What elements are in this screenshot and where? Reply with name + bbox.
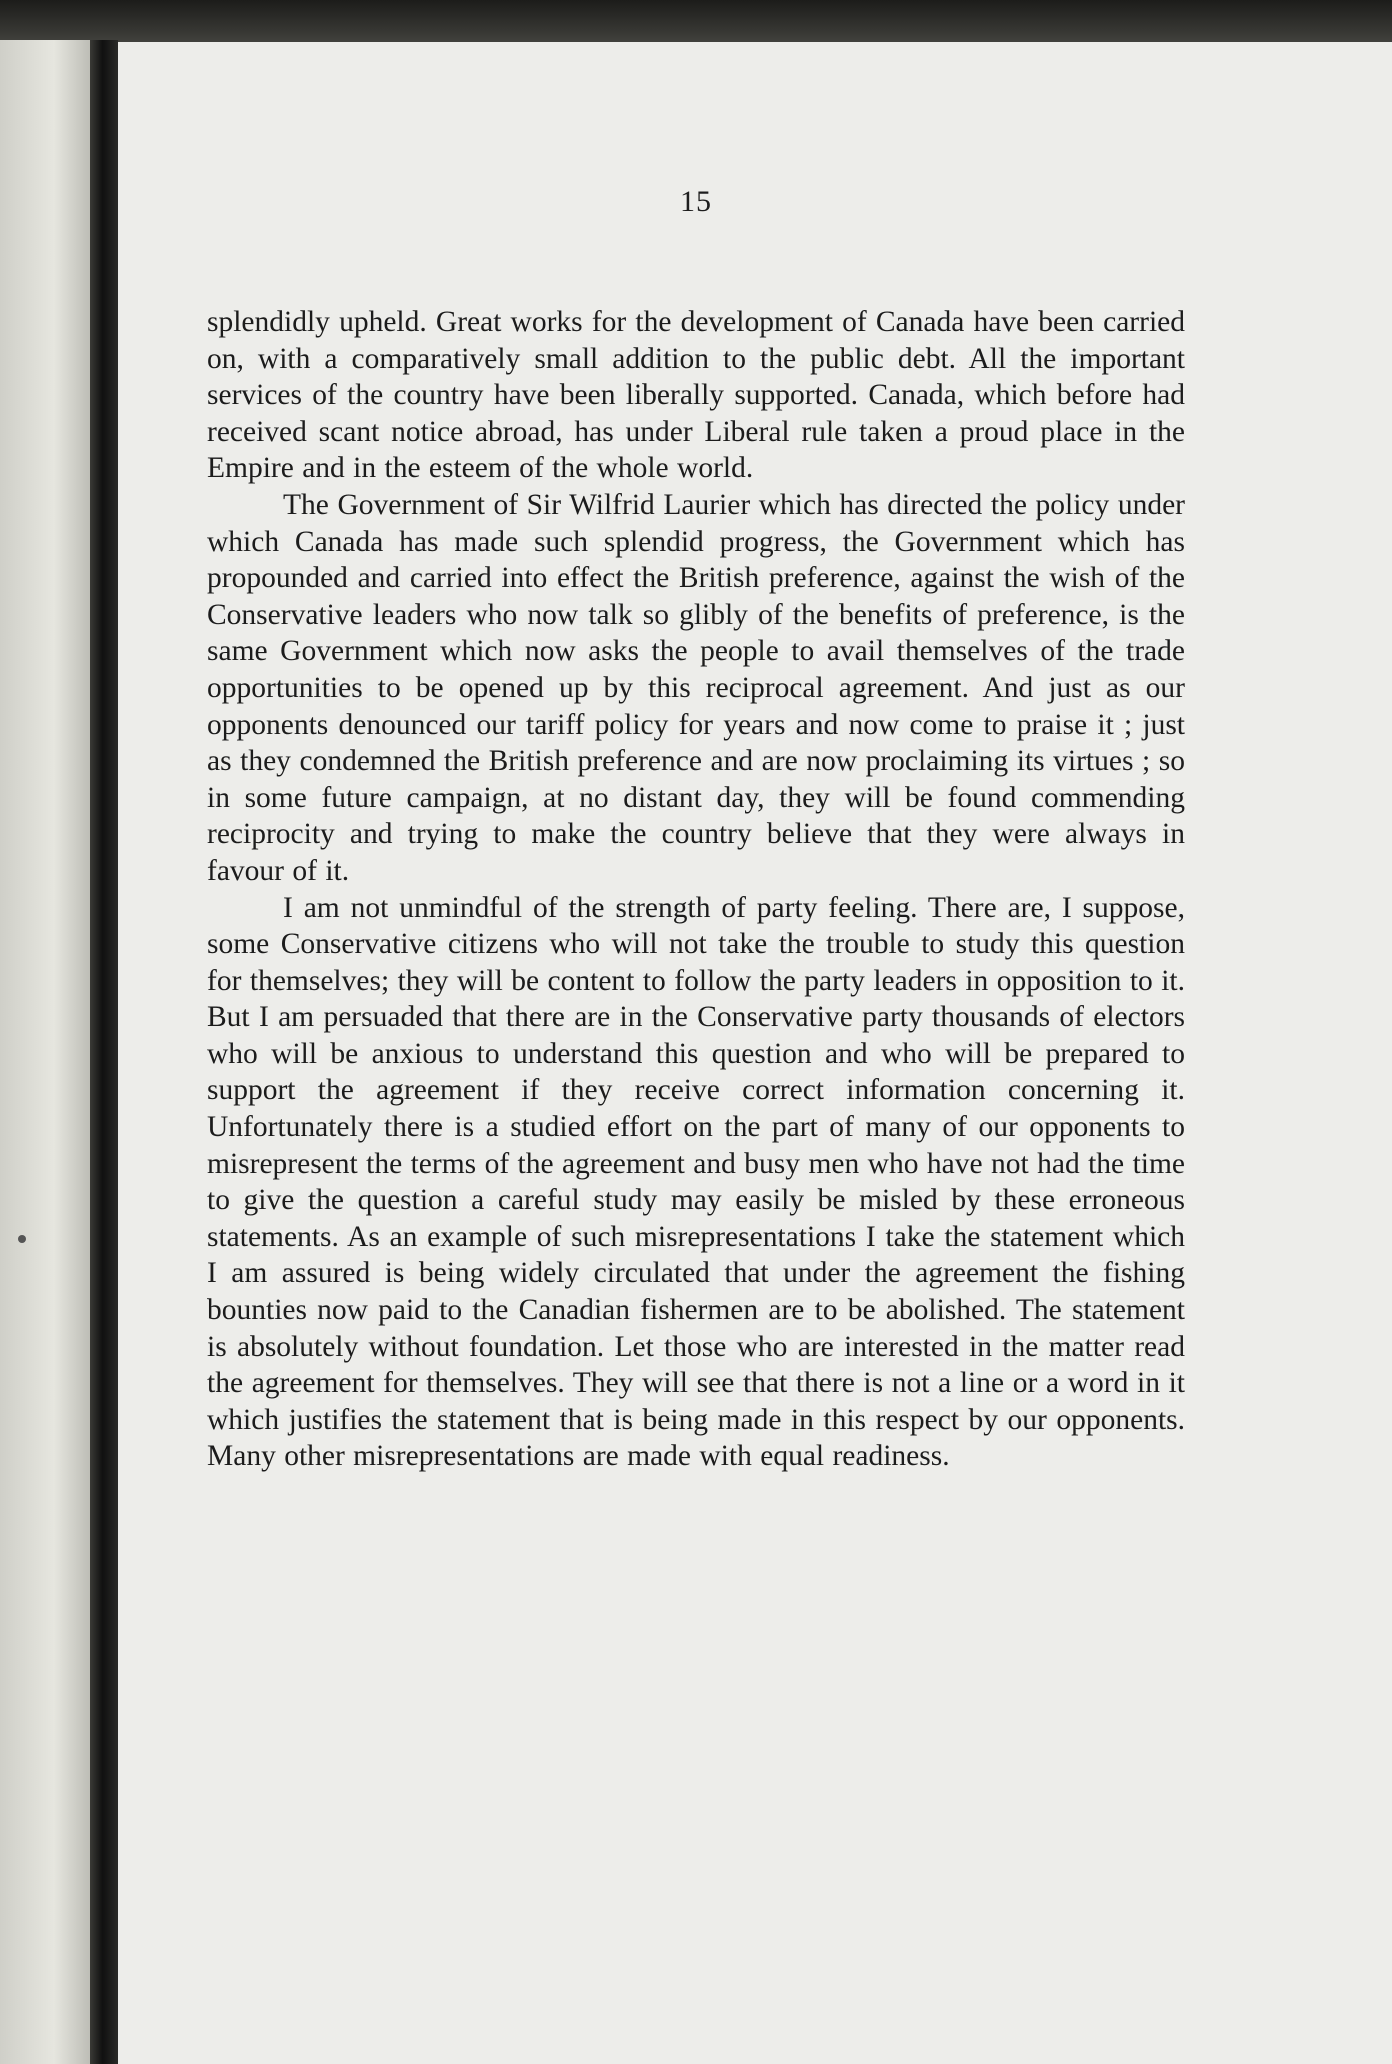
margin-mark (18, 1235, 26, 1243)
body-text (207, 304, 1185, 1475)
paragraph-3: I am not unmindful of the strength of party feeling. There are, I suppose, some Conservative citizens who will not take the trouble to study this question for themselves; they will be content to follow the party leaders in opposition to it. But I am persuaded that there are in the Conservative party thousands of electors who will be anxious to understand this question and who will be prepared to support the agreement if they receive correct information concerning it. Unfortunately there is a studied effort on the part of many of our opponents to misrepresent the terms of the agreement and busy men who have not had the time to give the question a careful study may easily be misled by these erroneous statements. As an example of such misrepresentations I take the statement which I am assured is being widely circulated that under the agreement the fishing bounties now paid to the Canadian fishermen are to be abolished. The statement is absolutely without foundation. Let those who are interested in the matter read the agreement for themselves. They will see that there is not a line or a word in it which justifies the statement that is being made in this respect by our opponents. Many other misrepresentations are made with equal readiness. (207, 891, 1185, 1473)
book-gutter (90, 40, 118, 2064)
facing-page-edge (0, 40, 90, 2064)
paragraph-2: The Government of Sir Wilfrid Laurier which has directed the policy under which Canada has made such splendid progress, the Government which has propounded and carried into effect the British preference, against the wish of the Conservative leaders who now talk so glibly of the benefits of preference, is the same Government which now asks the people to avail themselves of the trade opportunities to be opened up by this reciprocal agreement. And just as our opponents denounced our tariff policy for years and now come to praise it ; just as they condemned the British preference and are now proclaiming its virtues ; so in some future campaign, at no distant day, they will be found commending reciprocity and trying to make the country believe that they were always in favour of it. (207, 488, 1185, 887)
paragraph-1: splendidly upheld. Great works for the development of Canada have been carried on, with a comparatively small addition to the public debt. All the important services of the country have been liberally supported. Canada, which before had received scant notice abroad, has under Liberal rule taken a proud place in the Empire and in the esteem of the whole world. (207, 306, 1185, 485)
page-number: 15 (680, 185, 712, 218)
